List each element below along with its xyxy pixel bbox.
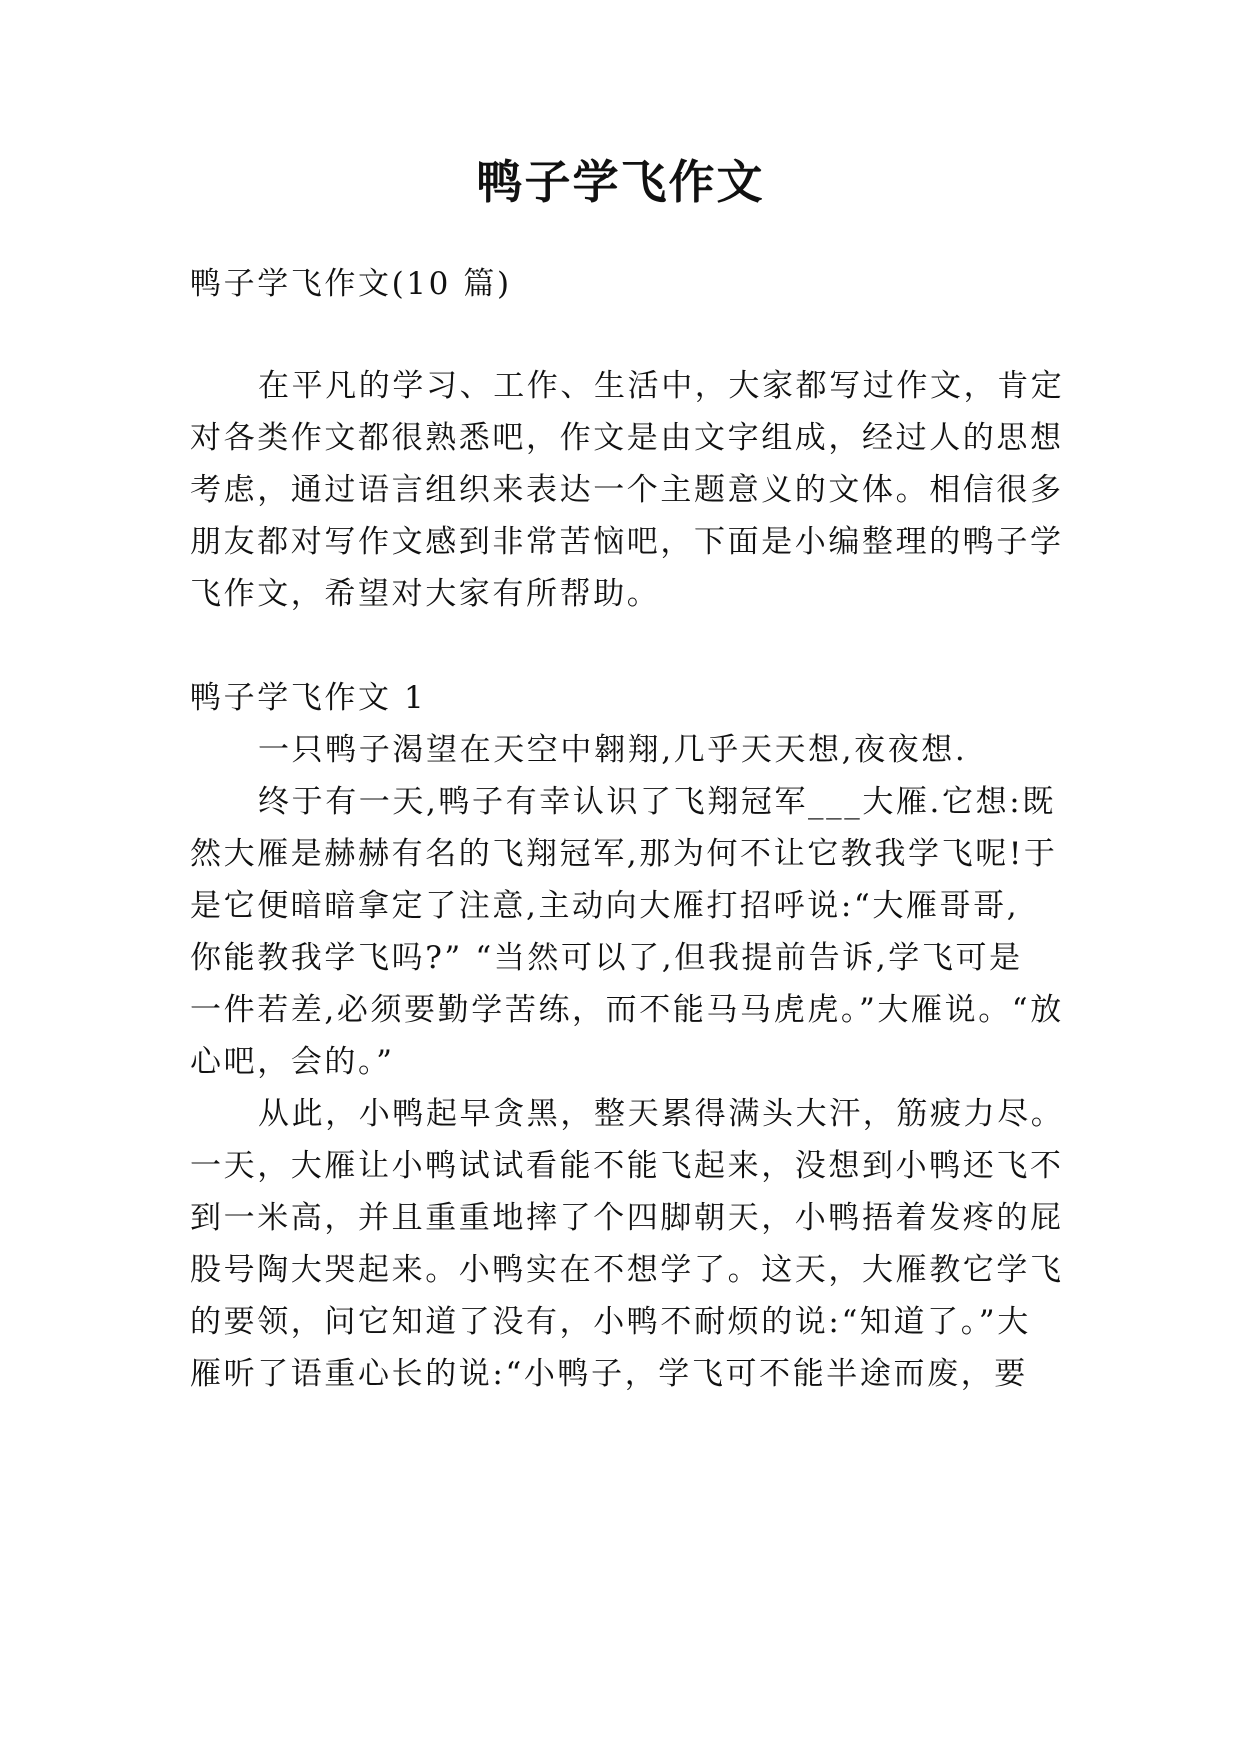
body-line: 一天，大雁让小鸭试试看能不能飞起来，没想到小鸭还飞不 <box>190 1148 1064 1184</box>
body-line: 然大雁是赫赫有名的飞翔冠军,那为何不让它教我学飞呢!于 <box>190 836 1058 872</box>
body-line: 的要领，问它知道了没有，小鸭不耐烦的说:“知道了。”大 <box>190 1304 1031 1340</box>
body-line: 心吧，会的。” <box>190 1044 395 1080</box>
intro-line: 飞作文，希望对大家有所帮助。 <box>190 576 661 612</box>
intro-line: 对各类作文都很熟悉吧，作文是由文字组成，经过人的思想 <box>190 420 1064 456</box>
intro-line: 在平凡的学习、工作、生活中，大家都写过作文，肯定 <box>258 368 1065 404</box>
body-line: 股号陶大哭起来。小鸭实在不想学了。这天，大雁教它学飞 <box>190 1252 1064 1288</box>
body-line: 一件若差,必须要勤学苦练，而不能马马虎虎。”大雁说。“放 <box>190 992 1064 1028</box>
intro-line: 朋友都对写作文感到非常苦恼吧，下面是小编整理的鸭子学 <box>190 524 1064 560</box>
body-line: 到一米高，并且重重地摔了个四脚朝天，小鸭捂着发疼的屁 <box>190 1200 1064 1236</box>
section-heading: 鸭子学飞作文 1 <box>190 680 427 716</box>
subtitle: 鸭子学飞作文(10 篇) <box>190 266 512 302</box>
body-line: 是它便暗暗拿定了注意,主动向大雁打招呼说:“大雁哥哥, <box>190 888 1020 924</box>
body-line: 你能教我学飞吗?” “当然可以了,但我提前告诉,学飞可是 <box>190 940 1023 976</box>
body-line: 雁听了语重心长的说:“小鸭子，学飞可不能半途而废，要 <box>190 1356 1028 1392</box>
body-line: 终于有一天,鸭子有幸认识了飞翔冠军___大雁.它想:既 <box>258 784 1056 820</box>
document-title: 鸭子学飞作文 <box>476 155 765 209</box>
body-line: 从此，小鸭起早贪黑，整天累得满头大汗，筋疲力尽。 <box>258 1096 1065 1132</box>
body-line: 一只鸭子渴望在天空中翱翔,几乎天天想,夜夜想. <box>258 732 968 768</box>
intro-line: 考虑，通过语言组织来表达一个主题意义的文体。相信很多 <box>190 472 1064 508</box>
